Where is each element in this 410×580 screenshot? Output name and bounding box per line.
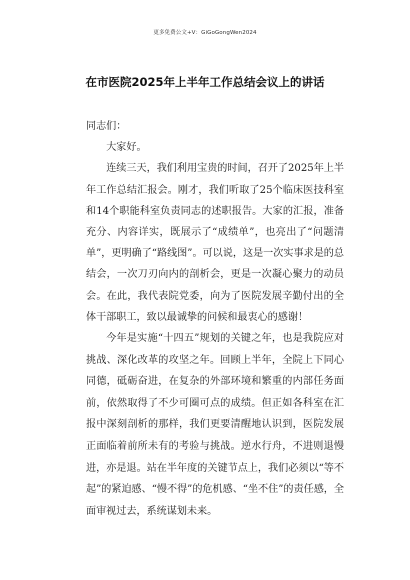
greeting-line: 大家好。 [106,142,147,154]
document-title: 在市医院2025年上半年工作总结会议上的讲话 [85,75,325,89]
paragraph-1: 连续三天，我们利用宝贵的时间，召开了2025年上半年工作总结汇报会。刚才，我们听取了25个临床医技科室和14个职能科室负责同志的述职报告。大家的汇报，准备充分、内容详实，既展示了“成绩单”，也亮出了“问题清单”，更明确了“路线图”。可以说，这是一次实事求是的总结会，一次刀刃向内的剖析会，更是一次凝心聚力的动员会。在此，我代表院党委，向为了医院发展辛勤付出的全体干部职工，致以最诚挚的问候和最衷心的感谢！ [86,163,344,323]
speech-body [86,116,344,522]
salutation: 同志们： [86,121,127,132]
paragraph-2: 今年是实施“十四五”规划的关键之年，也是我院应对挑战、深化改革的攻坚之年。回顾上半年，全院上下同心同德，砥砺奋进，在复杂的外部环境和繁重的内部任务面前，依然取得了不少可圈可点的成绩。但正如各科室在汇报中深刻剖析的那样，我们更要清醒地认识到，医院发展正面临着前所未有的考验与挑战。逆水行舟，不进则退慢进，亦是退。站在半年度的关键节点上，我们必须以“等不起”的紧迫感、“慢不得”的危机感、“坐不住”的责任感，全面审视过去，系统谋划未来。 [86,333,344,517]
header-note: 更多免费公文+V：GiGoGongWen2024 [153,30,257,36]
